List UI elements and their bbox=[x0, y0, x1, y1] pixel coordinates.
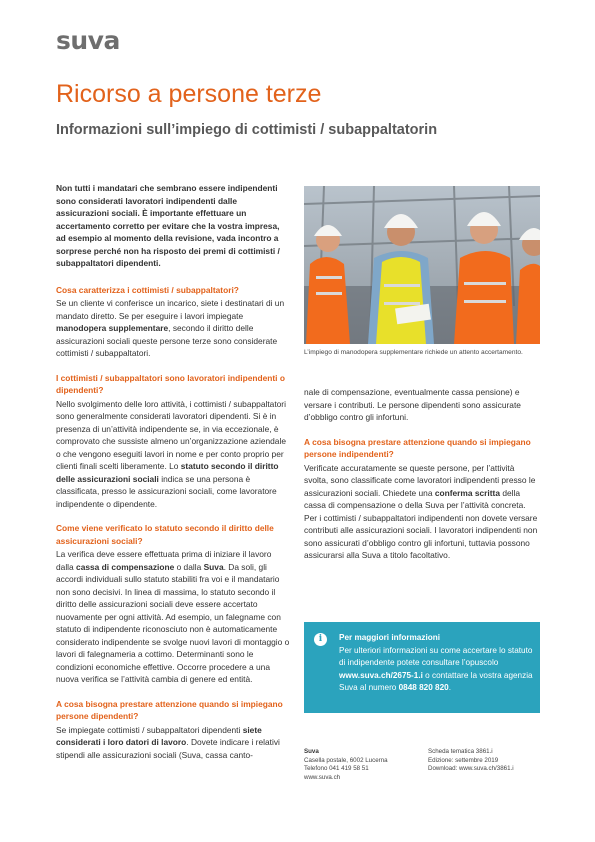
suva-logo: suva bbox=[56, 26, 120, 55]
footer-edition: Edizione: settembre 2019 bbox=[428, 756, 499, 764]
section-heading-employees: A cosa bisogna prestare attenzione quando si impiegano persone dipendenti? bbox=[56, 698, 283, 721]
section-body-verification: La verifica deve essere effettuata prima di iniziare il lavoro dalla cassa di compensazione o dalla Suva. Da soli, gli accordi individuali sullo statuto stabiliti fra voi e il mandatario non sono decisivi. In linea di massima, lo statuto secondo il diritto delle assicurazioni sociali deve essere accertato nuovamente per ogni attività. Ad esempio, un falegname con statuto di indipendente riconosciuto non è automaticamente considerato indipendente se svolge nuovi lavori di montaggio o lavori di falegnameria a cottimo. Determinanti sono le condizioni economiche effettive. Occorre procedere a una nuova verifica se l’attività cambia di genere ed entità. bbox=[56, 549, 290, 684]
footer-download[interactable]: Download: www.suva.ch/3861.i bbox=[428, 765, 514, 773]
intro-paragraph: Non tutti i mandatari che sembrano essere indipendenti sono considerati lavoratori indipendenti dalle assicurazioni sociali. È importante effettuare un accertamento corretto per evitare che la vostra impresa, ad esempio al momento della revisione, vada incontro a sorprese perché non ha risposto dei premi di cottimisti / subappaltatori dipendenti. bbox=[56, 183, 280, 268]
section-heading-verification: Come viene verificato lo statuto secondo il diritto delle assicurazioni sociali? bbox=[56, 523, 274, 546]
footer-phone: Telefono 041 419 58 51 bbox=[304, 765, 369, 773]
info-box-title: Per maggiori informazioni bbox=[339, 633, 440, 642]
footer-website[interactable]: www.suva.ch bbox=[304, 773, 341, 781]
footer-org-name: Suva bbox=[304, 748, 319, 755]
info-box bbox=[304, 622, 540, 713]
right-column bbox=[304, 386, 539, 562]
section-body-characteristics: Se un cliente vi conferisce un incarico, siete i destinatari di un mandato diretto. Se per eseguire i lavori impiegate manodopera supplementare, secondo il diritto delle assicurazioni sociali queste persone terze sono considerate cottimisti / subappaltatori. bbox=[56, 298, 285, 358]
page-title: Ricorso a persone terze bbox=[56, 80, 322, 108]
page-subtitle: Informazioni sull’impiego di cottimisti / subappaltatorin bbox=[56, 122, 438, 138]
footer-publication bbox=[428, 748, 540, 774]
footer-postal: Casella postale, 6002 Lucerna bbox=[304, 756, 388, 764]
phone-number: 0848 820 820 bbox=[398, 683, 449, 692]
section-body-status: Nello svolgimento delle loro attività, i cottimisti / subappaltatori sono generalmente considerati lavoratori dipendenti. Si è in presenza di un’attività indipendente se, in via eccezionale, è comprovato che sussiste almeno un’organizzazione aziendale o che vengono eseguiti lavori in nome e per conto proprio per clienti finali scelti liberamente. Lo statuto secondo il diritto delle assicurazioni sociali indica se una persona è classificata, presso le assicurazioni sociali, come lavoratore indipendente o dipendente. bbox=[56, 398, 286, 509]
photo-caption: L’impiego di manodopera supplementare richiede un attento accertamento. bbox=[304, 349, 523, 356]
brochure-link[interactable]: www.suva.ch/2675-1.i bbox=[339, 670, 423, 680]
section-heading-characteristics: Cosa caratterizza i cottimisti / subappaltatori? bbox=[56, 284, 239, 295]
info-icon: i bbox=[314, 633, 327, 646]
footer-address bbox=[304, 748, 424, 782]
footer-sheet: Scheda tematica 3861.i bbox=[428, 748, 493, 755]
section-heading-independents: A cosa bisogna prestare attenzione quando si impiegano persone indipendenti? bbox=[304, 436, 531, 459]
section-body-employees: Se impiegate cottimisti / subappaltatori dipendenti siete considerati i loro datori di lavoro. Dovete indicare i relativi stipendi alle assicurazioni sociali (Suva, cassa canto- bbox=[56, 724, 280, 760]
section-heading-status: I cottimisti / subappaltatori sono lavoratori indipendenti o dipendenti? bbox=[56, 372, 285, 395]
section-body-employees-continued: nale di compensazione, eventualmente cassa pensione) e versare i contributi. Le persone dipendenti sono assicurate d’obbligo contro gli infortuni. bbox=[304, 387, 521, 422]
left-column bbox=[56, 182, 291, 761]
info-box-text: Per ulteriori informazioni su come accertare lo statuto di indipendente potete consultare l’opuscolo www.suva.ch/2675-1.i o contattare la vostra agenzia Suva al numero 0848 820 820. bbox=[339, 645, 533, 692]
section-body-independents: Verificate accuratamente se queste persone, per l’attività svolta, sono classificate come lavoratori indipendenti presso le assicurazioni sociali. Chiedete una conferma scritta della cassa di compensazione o della Suva per l’attività concreta. Per i cottimisti / subappaltatori indipendenti non dovete versare contributi alle assicurazioni sociali. I lavoratori indipendenti non sono assicurati d’obbligo contro gli infortuni, tuttavia possono assicurarsi alla Suva a titolo facoltativo. bbox=[304, 462, 538, 560]
workers-photo bbox=[304, 186, 540, 344]
construction-workers-illustration bbox=[304, 186, 540, 344]
